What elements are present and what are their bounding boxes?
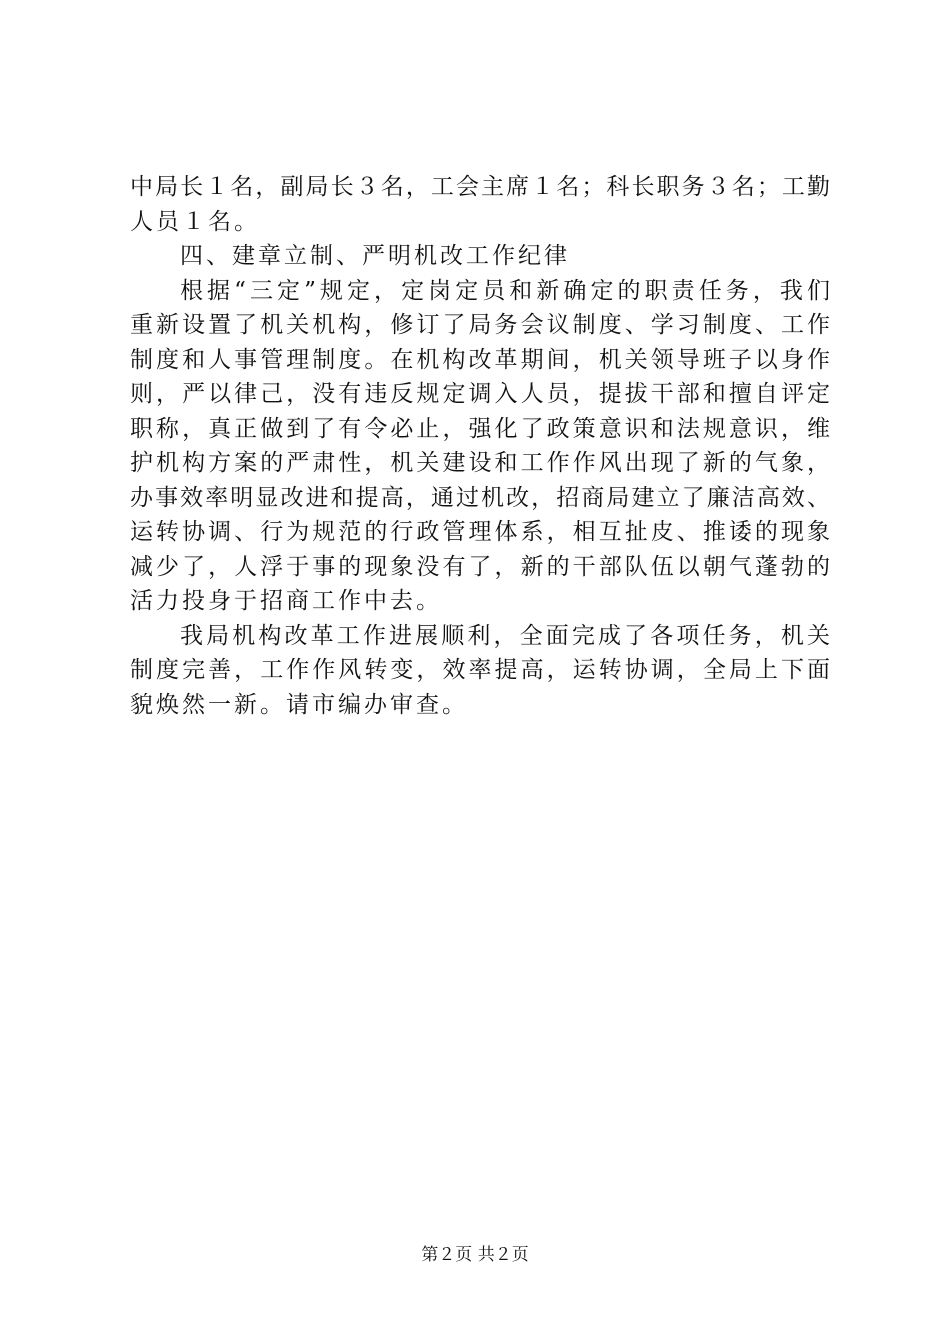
document-body xyxy=(130,170,830,722)
text-line: 制度和人事管理制度。在机构改革期间，机关领导班子以身作 xyxy=(130,346,830,373)
text-line: 运转协调、行为规范的行政管理体系，相互扯皮、推诿的现象 xyxy=(130,519,830,545)
text-line: 活力投身于招商工作中去。 xyxy=(130,588,442,614)
text-line: 重新设置了机关机构，修订了局务会议制度、学习制度、工作 xyxy=(130,312,830,338)
text-line: 根据“三定”规定，定岗定员和新确定的职责任务，我们 xyxy=(180,277,830,304)
text-line: 制度完善，工作作风转变，效率提高，运转协调，全局上下面 xyxy=(130,657,830,683)
text-line: 办事效率明显改进和提高，通过机改，招商局建立了廉洁高效、 xyxy=(130,484,830,511)
page-number: 第２页 共２页 xyxy=(421,1245,529,1265)
text-line: 则，严以律己，没有违反规定调入人员，提拔干部和擅自评定 xyxy=(130,381,830,407)
page-footer xyxy=(0,1243,950,1267)
section-heading: 四、建章立制、严明机改工作纪律 xyxy=(180,243,570,269)
text-line: 职称，真正做到了有令必止，强化了政策意识和法规意识，维 xyxy=(130,415,830,442)
text-line: 中局长１名，副局长３名，工会主席１名；科长职务３名；工勤 xyxy=(130,174,830,200)
text-line: 貌焕然一新。请市编办审查。 xyxy=(130,691,468,718)
text-line: 减少了，人浮于事的现象没有了，新的干部队伍以朝气蓬勃的 xyxy=(130,553,830,580)
text-line: 我局机构改革工作进展顺利，全面完成了各项任务，机关 xyxy=(180,622,830,649)
text-line: 人员１名。 xyxy=(130,208,260,235)
text-line: 护机构方案的严肃性，机关建设和工作作风出现了新的气象， xyxy=(130,450,830,476)
